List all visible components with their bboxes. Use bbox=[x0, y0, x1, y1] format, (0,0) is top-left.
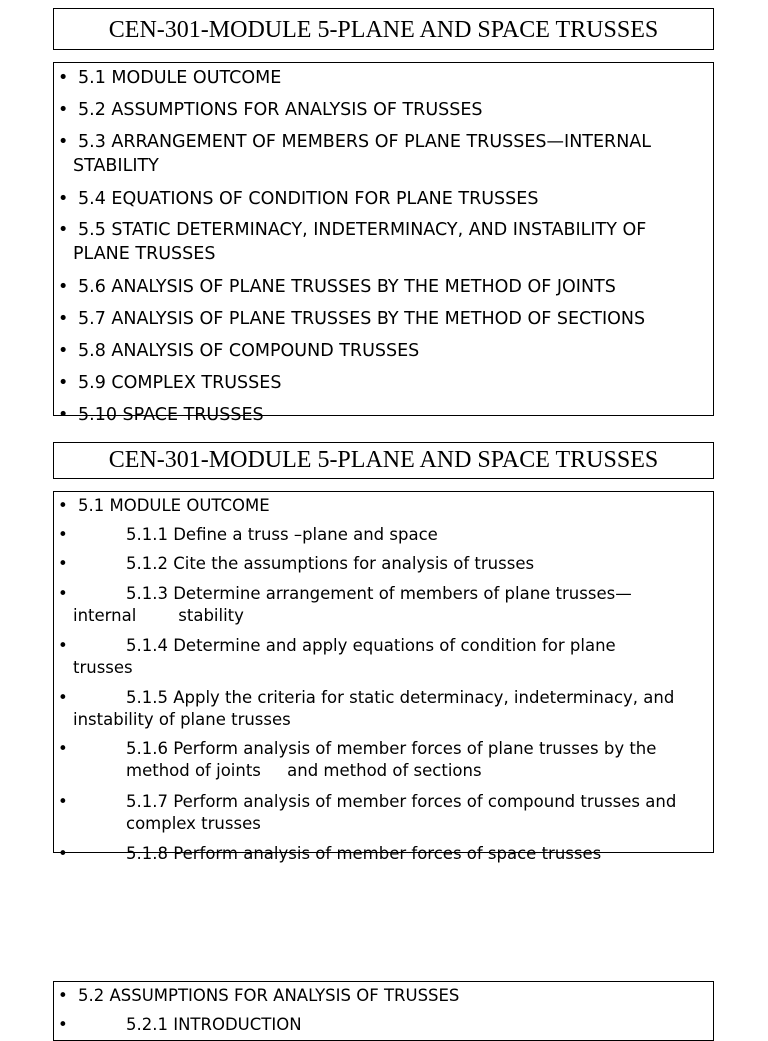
slide1-item-1-text: 5.1 MODULE OUTCOME bbox=[78, 68, 282, 88]
slide2-item-3-text: 5.1.3 Determine arrangement of members of plane trusses— bbox=[126, 584, 632, 603]
bullet-icon: • bbox=[58, 584, 68, 603]
slide3-heading: 5.2 ASSUMPTIONS FOR ANALYSIS OF TRUSSES bbox=[78, 986, 460, 1005]
slide2-item-7-text: 5.1.7 Perform analysis of member forces of compound trusses and bbox=[126, 792, 677, 811]
slide1-title: CEN-301-MODULE 5-PLANE AND SPACE TRUSSES bbox=[108, 17, 659, 43]
slide1-item-5-text-cont: PLANE TRUSSES bbox=[73, 244, 216, 264]
bullet-icon: • bbox=[58, 189, 69, 209]
slide2-item-2-text: 5.1.2 Cite the assumptions for analysis of trusses bbox=[126, 554, 535, 573]
slide1-title-box bbox=[53, 8, 714, 50]
slide2-item-1-text: 5.1.1 Define a truss –plane and space bbox=[126, 525, 438, 544]
slide1-item-2-text: 5.2 ASSUMPTIONS FOR ANALYSIS OF TRUSSES bbox=[78, 100, 483, 120]
bullet-icon: • bbox=[58, 341, 69, 361]
slide1-item-10-text: 5.10 SPACE TRUSSES bbox=[78, 405, 264, 425]
slide1-item-6-text: 5.6 ANALYSIS OF PLANE TRUSSES BY THE METHOD OF JOINTS bbox=[78, 277, 616, 297]
slide1-item-5-text: 5.5 STATIC DETERMINACY, INDETERMINACY, AND INSTABILITY OF bbox=[78, 220, 647, 240]
slide2-title: CEN-301-MODULE 5-PLANE AND SPACE TRUSSES bbox=[108, 447, 659, 473]
slide2-heading: 5.1 MODULE OUTCOME bbox=[78, 496, 270, 515]
bullet-icon: • bbox=[58, 405, 69, 425]
bullet-icon: • bbox=[58, 986, 68, 1005]
slide1-item-3-text-cont: STABILITY bbox=[73, 156, 159, 176]
slide1-content-box bbox=[53, 62, 714, 425]
bullet-icon: • bbox=[58, 132, 69, 152]
bullet-icon: • bbox=[58, 636, 68, 655]
bullet-icon: • bbox=[58, 792, 68, 811]
slide2-item-5-text-cont: instability of plane trusses bbox=[73, 710, 291, 729]
bullet-icon: • bbox=[58, 100, 69, 120]
slide2-content-box bbox=[53, 491, 714, 863]
slide2-item-5-text: 5.1.5 Apply the criteria for static determinacy, indeterminacy, and bbox=[126, 688, 675, 707]
bullet-icon: • bbox=[58, 277, 69, 297]
slide2-item-7-text-cont: complex trusses bbox=[126, 814, 261, 833]
bullet-icon: • bbox=[58, 68, 69, 88]
slide1-item-3-text: 5.3 ARRANGEMENT OF MEMBERS OF PLANE TRUSSES—INTERNAL bbox=[78, 132, 652, 152]
slide2-item-8-text: 5.1.8 Perform analysis of member forces of space trusses bbox=[126, 844, 602, 863]
slide1-item-9-text: 5.9 COMPLEX TRUSSES bbox=[78, 373, 282, 393]
slide2-item-4-text: 5.1.4 Determine and apply equations of condition for plane bbox=[126, 636, 616, 655]
slide2-item-6-text-cont: method of joints and method of sections bbox=[126, 761, 482, 780]
bullet-icon: • bbox=[58, 496, 68, 515]
bullet-icon: • bbox=[58, 1015, 68, 1034]
slide3-item-1-text: 5.2.1 INTRODUCTION bbox=[126, 1015, 302, 1034]
bullet-icon: • bbox=[58, 739, 68, 758]
bullet-icon: • bbox=[58, 554, 68, 573]
bullet-icon: • bbox=[58, 220, 69, 240]
slide1-item-4-text: 5.4 EQUATIONS OF CONDITION FOR PLANE TRUSSES bbox=[78, 189, 539, 209]
slide3-content-box bbox=[53, 981, 714, 1041]
bullet-icon: • bbox=[58, 844, 68, 863]
bullet-icon: • bbox=[58, 309, 69, 329]
slide2-item-3-text-cont: internal stability bbox=[73, 606, 244, 625]
slide1-item-7-text: 5.7 ANALYSIS OF PLANE TRUSSES BY THE METHOD OF SECTIONS bbox=[78, 309, 646, 329]
slide2-item-4-text-cont: trusses bbox=[73, 658, 133, 677]
bullet-icon: • bbox=[58, 525, 68, 544]
bullet-icon: • bbox=[58, 688, 68, 707]
slide2-item-6-text: 5.1.6 Perform analysis of member forces of plane trusses by the bbox=[126, 739, 657, 758]
slide1-item-8-text: 5.8 ANALYSIS OF COMPOUND TRUSSES bbox=[78, 341, 420, 361]
bullet-icon: • bbox=[58, 373, 69, 393]
slide2-title-box bbox=[53, 442, 714, 479]
